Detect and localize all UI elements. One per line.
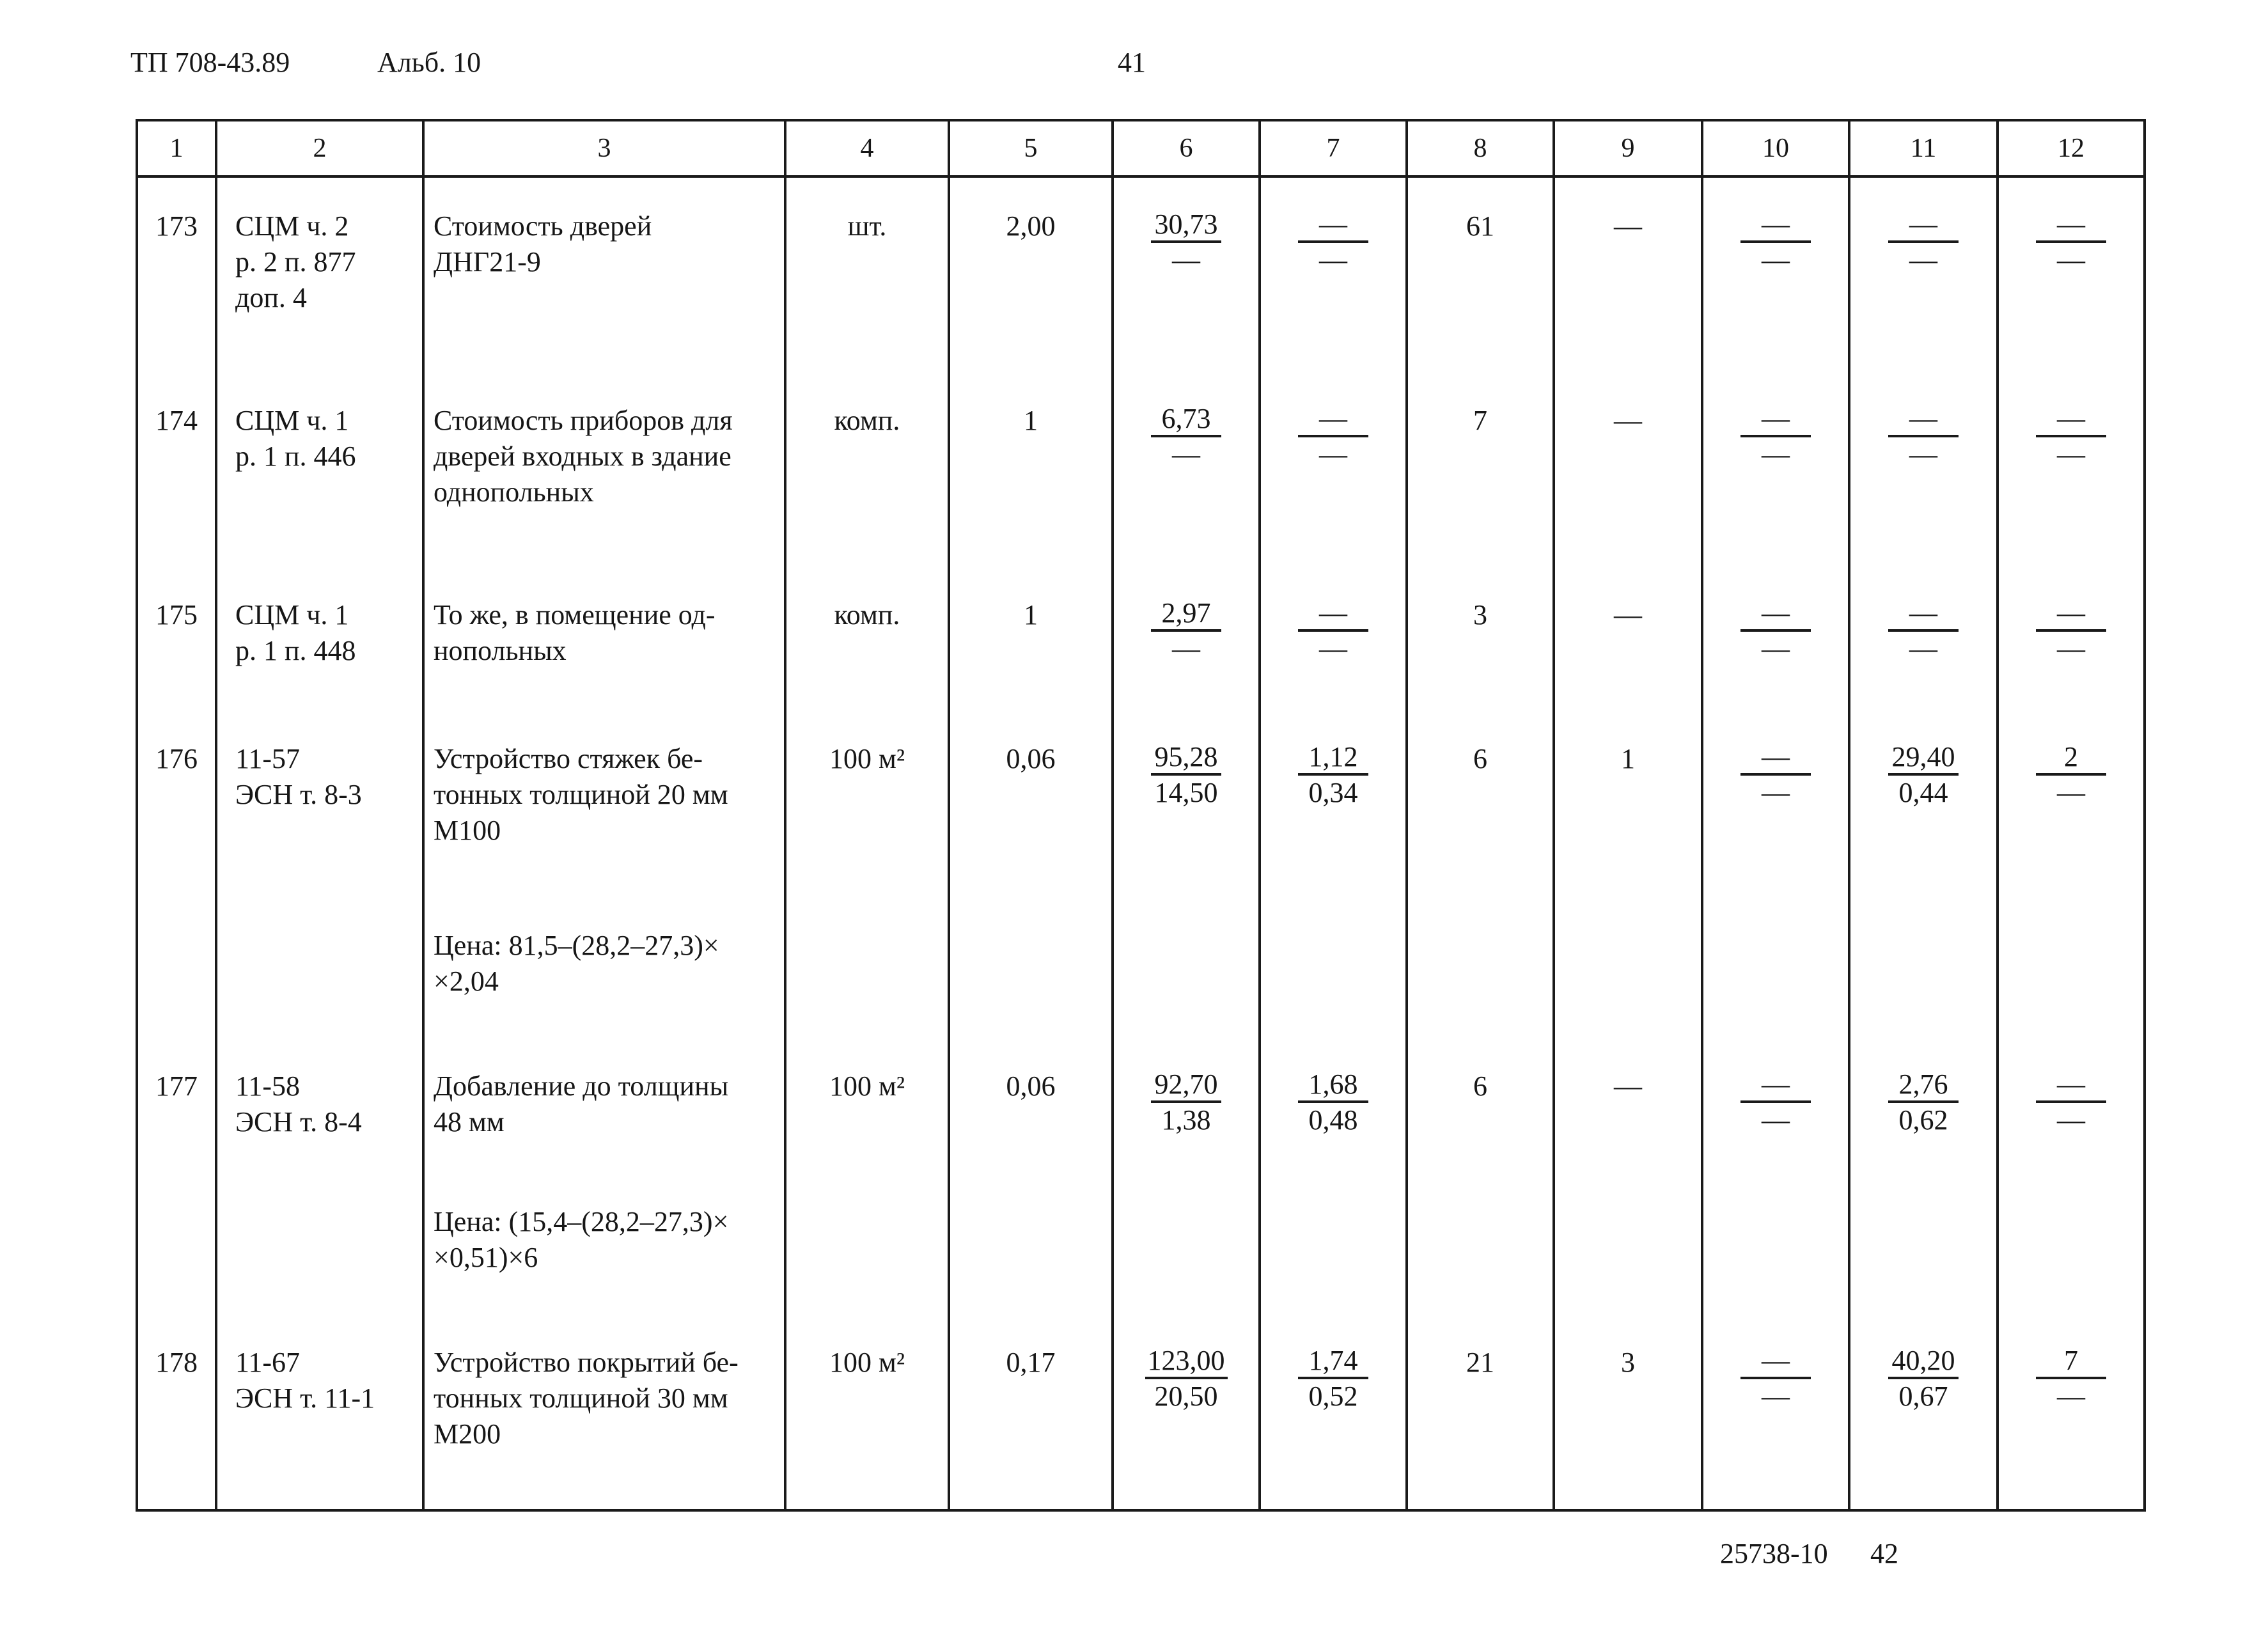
text-line: ЭСН т. 8-4	[235, 1106, 362, 1138]
source-ref-cell	[216, 710, 423, 905]
source-ref-cell	[216, 372, 423, 567]
footer-code: 25738-10	[1720, 1538, 1828, 1569]
empty-cell	[423, 1508, 785, 1510]
fraction-cell-c7	[1260, 1038, 1407, 1182]
unit-cell: 100 м²	[785, 710, 949, 905]
fraction-cell-c11	[1849, 1314, 1998, 1508]
fraction-numerator: —	[1740, 741, 1811, 776]
column-header: 4	[785, 120, 949, 176]
column-header: 7	[1260, 120, 1407, 176]
column-header-row	[137, 120, 2145, 176]
price-note-cell	[423, 1181, 785, 1314]
fraction-value	[1740, 403, 1811, 472]
fraction-cell-c12	[1998, 1038, 2145, 1182]
empty-cell	[1260, 1508, 1407, 1510]
fraction-denominator: 0,52	[1308, 1381, 1358, 1413]
empty-cell	[1702, 1508, 1849, 1510]
fraction-denominator: —	[2057, 633, 2085, 665]
fraction-value	[1740, 741, 1811, 810]
text-line: ДНГ21-9	[434, 246, 541, 278]
fraction-denominator: 0,62	[1898, 1104, 1948, 1136]
fraction-value	[1151, 208, 1221, 278]
empty-cell	[1113, 905, 1260, 1038]
fraction-numerator: —	[1298, 208, 1368, 243]
fraction-cell-c11	[1849, 567, 1998, 710]
text-line: нопольных	[434, 635, 567, 667]
quantity-cell: 0,06	[949, 710, 1113, 905]
text-line: Цена: 81,5–(28,2–27,3)×	[434, 929, 719, 961]
fraction-cell-c7	[1260, 176, 1407, 372]
fraction-value	[1888, 208, 1959, 278]
text-line: Устройство покрытий бе-	[434, 1347, 739, 1379]
text-line: 11-58	[235, 1070, 301, 1102]
fraction-value	[1740, 597, 1811, 666]
table-row	[137, 176, 2145, 372]
fraction-denominator: —	[1762, 1104, 1790, 1136]
fraction-cell-c12	[1998, 567, 2145, 710]
fraction-cell-c12	[1998, 1314, 2145, 1508]
table-row	[137, 372, 2145, 567]
fraction-value	[1151, 403, 1221, 472]
text-line: однопольных	[434, 476, 594, 508]
value-cell-c9: 1	[1554, 710, 1702, 905]
column-header: 6	[1113, 120, 1260, 176]
fraction-denominator: —	[1172, 244, 1200, 276]
fraction-denominator: —	[1762, 244, 1790, 276]
text-line: ЭСН т. 11-1	[235, 1382, 375, 1414]
fraction-denominator: 0,67	[1898, 1381, 1948, 1413]
column-header: 1	[137, 120, 216, 176]
value-cell-c9: —	[1554, 372, 1702, 567]
value-cell-c8: 3	[1407, 567, 1554, 710]
price-note-row	[137, 905, 2145, 1038]
fraction-denominator: —	[1762, 439, 1790, 471]
fraction-denominator: —	[2057, 244, 2085, 276]
fraction-cell-c6	[1113, 1038, 1260, 1182]
fraction-numerator: 2	[2036, 741, 2106, 776]
unit-cell: шт.	[785, 176, 949, 372]
fraction-value	[1151, 741, 1221, 810]
text-line: ×0,51)×6	[434, 1242, 538, 1274]
fraction-cell-c11	[1849, 1038, 1998, 1182]
quantity-cell: 0,17	[949, 1314, 1113, 1508]
unit-cell: комп.	[785, 372, 949, 567]
fraction-numerator: 40,20	[1888, 1345, 1959, 1379]
empty-cell	[1407, 1508, 1554, 1510]
fraction-cell-c12	[1998, 176, 2145, 372]
fraction-cell-c10	[1702, 1314, 1849, 1508]
fraction-denominator: —	[1762, 776, 1790, 808]
source-ref-cell	[216, 1314, 423, 1508]
text-line: р. 1 п. 448	[235, 635, 356, 667]
fraction-denominator: 14,50	[1154, 776, 1218, 808]
empty-cell	[1702, 1181, 1849, 1314]
fraction-cell-c6	[1113, 176, 1260, 372]
fraction-denominator: 1,38	[1161, 1104, 1211, 1136]
column-header: 5	[949, 120, 1113, 176]
fraction-value	[1740, 1345, 1811, 1414]
price-note-cell	[423, 905, 785, 1038]
fraction-numerator: 95,28	[1151, 741, 1221, 776]
fraction-value	[1888, 1068, 1959, 1138]
quantity-cell: 2,00	[949, 176, 1113, 372]
fraction-denominator: —	[2057, 1381, 2085, 1413]
work-name-cell	[423, 1314, 785, 1508]
column-header: 8	[1407, 120, 1554, 176]
fraction-numerator: 1,12	[1298, 741, 1368, 776]
table-row	[137, 1314, 2145, 1508]
text-line: Стоимость приборов для	[434, 405, 733, 437]
text-line: доп. 4	[235, 282, 307, 313]
text-line: М100	[434, 814, 501, 846]
fraction-denominator: —	[2057, 1104, 2085, 1136]
fraction-cell-c7	[1260, 567, 1407, 710]
text-line: СЦМ ч. 2	[235, 210, 349, 242]
empty-cell	[1407, 1181, 1554, 1314]
empty-cell	[1998, 1181, 2145, 1314]
empty-cell	[1702, 905, 1849, 1038]
fraction-value	[1740, 208, 1811, 278]
estimate-table	[136, 119, 2146, 1512]
fraction-value	[1151, 1068, 1221, 1138]
fraction-numerator: 7	[2036, 1345, 2106, 1379]
text-line: Цена: (15,4–(28,2–27,3)×	[434, 1206, 729, 1238]
fraction-cell-c10	[1702, 710, 1849, 905]
fraction-denominator: —	[1909, 633, 1937, 665]
fraction-denominator: 0,48	[1308, 1104, 1358, 1136]
text-line: Добавление до толщины	[434, 1070, 729, 1102]
fraction-cell-c6	[1113, 1314, 1260, 1508]
fraction-cell-c12	[1998, 372, 2145, 567]
quantity-cell: 1	[949, 372, 1113, 567]
empty-cell	[1849, 1508, 1998, 1510]
text-line: дверей входных в здание	[434, 441, 731, 473]
fraction-denominator: —	[1762, 633, 1790, 665]
empty-cell	[785, 1508, 949, 1510]
fraction-numerator: —	[1740, 403, 1811, 437]
album-label: Альб. 10	[377, 47, 481, 78]
column-header: 12	[1998, 120, 2145, 176]
fraction-denominator: 0,44	[1898, 776, 1948, 808]
text-line: ×2,04	[434, 965, 499, 997]
fraction-cell-c10	[1702, 372, 1849, 567]
fraction-denominator: —	[1319, 244, 1347, 276]
empty-cell	[137, 1181, 216, 1314]
fraction-value	[1298, 208, 1368, 278]
text-line: То же, в помещение од-	[434, 599, 716, 631]
work-name-cell	[423, 567, 785, 710]
fraction-numerator: —	[1740, 597, 1811, 632]
empty-cell	[1849, 1181, 1998, 1314]
fraction-value	[2036, 403, 2106, 472]
empty-cell	[1998, 1508, 2145, 1510]
fraction-cell-c10	[1702, 567, 1849, 710]
fraction-value	[1145, 1345, 1228, 1414]
empty-cell	[949, 1181, 1113, 1314]
empty-cell	[1113, 1181, 1260, 1314]
empty-cell	[137, 1508, 216, 1510]
fraction-numerator: —	[1298, 403, 1368, 437]
text-line: р. 1 п. 446	[235, 441, 356, 473]
empty-cell	[1998, 905, 2145, 1038]
fraction-numerator: —	[1888, 403, 1959, 437]
fraction-cell-c7	[1260, 372, 1407, 567]
column-header: 10	[1702, 120, 1849, 176]
text-line: 11-57	[235, 742, 301, 774]
empty-cell	[1407, 905, 1554, 1038]
empty-cell	[949, 905, 1113, 1038]
work-name-cell	[423, 372, 785, 567]
empty-cell	[216, 1508, 423, 1510]
value-cell-c8: 61	[1407, 176, 1554, 372]
fraction-numerator: —	[1740, 1345, 1811, 1379]
fraction-denominator: 0,34	[1308, 776, 1358, 808]
value-cell-c9: —	[1554, 1038, 1702, 1182]
text-line: тонных толщиной 30 мм	[434, 1382, 728, 1414]
quantity-cell: 1	[949, 567, 1113, 710]
fraction-denominator: —	[2057, 776, 2085, 808]
column-header: 11	[1849, 120, 1998, 176]
item-number-cell: 177	[137, 1038, 216, 1182]
fraction-denominator: —	[1909, 439, 1937, 471]
fraction-cell-c6	[1113, 372, 1260, 567]
fraction-denominator: 20,50	[1154, 1381, 1218, 1413]
fraction-numerator: 29,40	[1888, 741, 1959, 776]
fraction-numerator: —	[2036, 597, 2106, 632]
fraction-cell-c10	[1702, 176, 1849, 372]
fraction-cell-c7	[1260, 1314, 1407, 1508]
text-line: СЦМ ч. 1	[235, 405, 349, 437]
column-header: 3	[423, 120, 785, 176]
fraction-value	[1298, 1345, 1368, 1414]
item-number-cell: 173	[137, 176, 216, 372]
fraction-cell-c10	[1702, 1038, 1849, 1182]
fraction-denominator: —	[1172, 439, 1200, 471]
fraction-denominator: —	[2057, 439, 2085, 471]
work-name-cell	[423, 710, 785, 905]
fraction-numerator: —	[1740, 208, 1811, 243]
fraction-numerator: —	[1888, 597, 1959, 632]
price-note-row	[137, 1181, 2145, 1314]
empty-cell	[1260, 905, 1407, 1038]
fraction-denominator: —	[1762, 1381, 1790, 1413]
value-cell-c9: —	[1554, 567, 1702, 710]
value-cell-c8: 21	[1407, 1314, 1554, 1508]
fraction-cell-c11	[1849, 710, 1998, 905]
footer-number: 42	[1870, 1538, 1898, 1569]
fraction-denominator: —	[1172, 633, 1200, 665]
quantity-cell: 0,06	[949, 1038, 1113, 1182]
empty-cell	[785, 905, 949, 1038]
fraction-value	[2036, 208, 2106, 278]
fraction-cell-c6	[1113, 710, 1260, 905]
fraction-numerator: —	[2036, 208, 2106, 243]
fraction-denominator: —	[1319, 633, 1347, 665]
fraction-value	[1740, 1068, 1811, 1138]
value-cell-c9: —	[1554, 176, 1702, 372]
fraction-numerator: 123,00	[1145, 1345, 1228, 1379]
table-row	[137, 710, 2145, 905]
document-code: ТП 708-43.89	[130, 47, 290, 78]
fraction-denominator: —	[1909, 244, 1937, 276]
empty-cell	[949, 1508, 1113, 1510]
text-line: Стоимость дверей	[434, 210, 652, 242]
text-line: 48 мм	[434, 1106, 504, 1138]
fraction-numerator: 6,73	[1151, 403, 1221, 437]
unit-cell: комп.	[785, 567, 949, 710]
empty-cell	[1260, 1181, 1407, 1314]
fraction-numerator: 30,73	[1151, 208, 1221, 243]
text-line: СЦМ ч. 1	[235, 599, 349, 631]
empty-cell	[137, 905, 216, 1038]
value-cell-c9: 3	[1554, 1314, 1702, 1508]
value-cell-c8: 6	[1407, 710, 1554, 905]
fraction-value	[1151, 597, 1221, 666]
table-body	[137, 176, 2145, 1510]
text-line: р. 2 п. 877	[235, 246, 356, 278]
empty-cell	[1113, 1508, 1260, 1510]
work-name-cell	[423, 176, 785, 372]
text-line: 11-67	[235, 1347, 301, 1379]
fraction-numerator: —	[1298, 597, 1368, 632]
fraction-value	[1888, 741, 1959, 810]
fraction-value	[1888, 403, 1959, 472]
unit-cell: 100 м²	[785, 1314, 949, 1508]
column-header: 2	[216, 120, 423, 176]
empty-cell	[216, 905, 423, 1038]
fraction-numerator: —	[2036, 1068, 2106, 1103]
value-cell-c8: 7	[1407, 372, 1554, 567]
table-row	[137, 1038, 2145, 1182]
item-number-cell: 175	[137, 567, 216, 710]
fraction-value	[2036, 741, 2106, 810]
source-ref-cell	[216, 567, 423, 710]
column-header: 9	[1554, 120, 1702, 176]
empty-cell	[785, 1181, 949, 1314]
fraction-numerator: —	[2036, 403, 2106, 437]
fraction-value	[1298, 597, 1368, 666]
fraction-numerator: 2,76	[1888, 1068, 1959, 1103]
work-name-cell	[423, 1038, 785, 1182]
fraction-numerator: 2,97	[1151, 597, 1221, 632]
fraction-value	[2036, 1068, 2106, 1138]
empty-cell	[1554, 905, 1702, 1038]
filler-row	[137, 1508, 2145, 1510]
empty-cell	[1849, 905, 1998, 1038]
item-number-cell: 178	[137, 1314, 216, 1508]
page-number: 41	[1118, 47, 1146, 78]
fraction-cell-c12	[1998, 710, 2145, 905]
table-row	[137, 567, 2145, 710]
empty-cell	[216, 1181, 423, 1314]
item-number-cell: 174	[137, 372, 216, 567]
fraction-numerator: 92,70	[1151, 1068, 1221, 1103]
unit-cell: 100 м²	[785, 1038, 949, 1182]
fraction-value	[1298, 1068, 1368, 1138]
fraction-numerator: 1,68	[1298, 1068, 1368, 1103]
text-line: М200	[434, 1418, 501, 1450]
fraction-value	[1888, 1345, 1959, 1414]
fraction-value	[1888, 597, 1959, 666]
fraction-cell-c11	[1849, 372, 1998, 567]
fraction-cell-c7	[1260, 710, 1407, 905]
text-line: Устройство стяжек бе-	[434, 742, 703, 774]
fraction-numerator: —	[1888, 208, 1959, 243]
text-line: тонных толщиной 20 мм	[434, 778, 728, 810]
item-number-cell: 176	[137, 710, 216, 905]
fraction-value	[1298, 403, 1368, 472]
fraction-cell-c11	[1849, 176, 1998, 372]
fraction-numerator: 1,74	[1298, 1345, 1368, 1379]
text-line: ЭСН т. 8-3	[235, 778, 362, 810]
fraction-value	[2036, 597, 2106, 666]
empty-cell	[1554, 1181, 1702, 1314]
fraction-cell-c6	[1113, 567, 1260, 710]
empty-cell	[1554, 1508, 1702, 1510]
fraction-denominator: —	[1319, 439, 1347, 471]
value-cell-c8: 6	[1407, 1038, 1554, 1182]
source-ref-cell	[216, 176, 423, 372]
fraction-value	[1298, 741, 1368, 810]
source-ref-cell	[216, 1038, 423, 1182]
fraction-value	[2036, 1345, 2106, 1414]
fraction-numerator: —	[1740, 1068, 1811, 1103]
